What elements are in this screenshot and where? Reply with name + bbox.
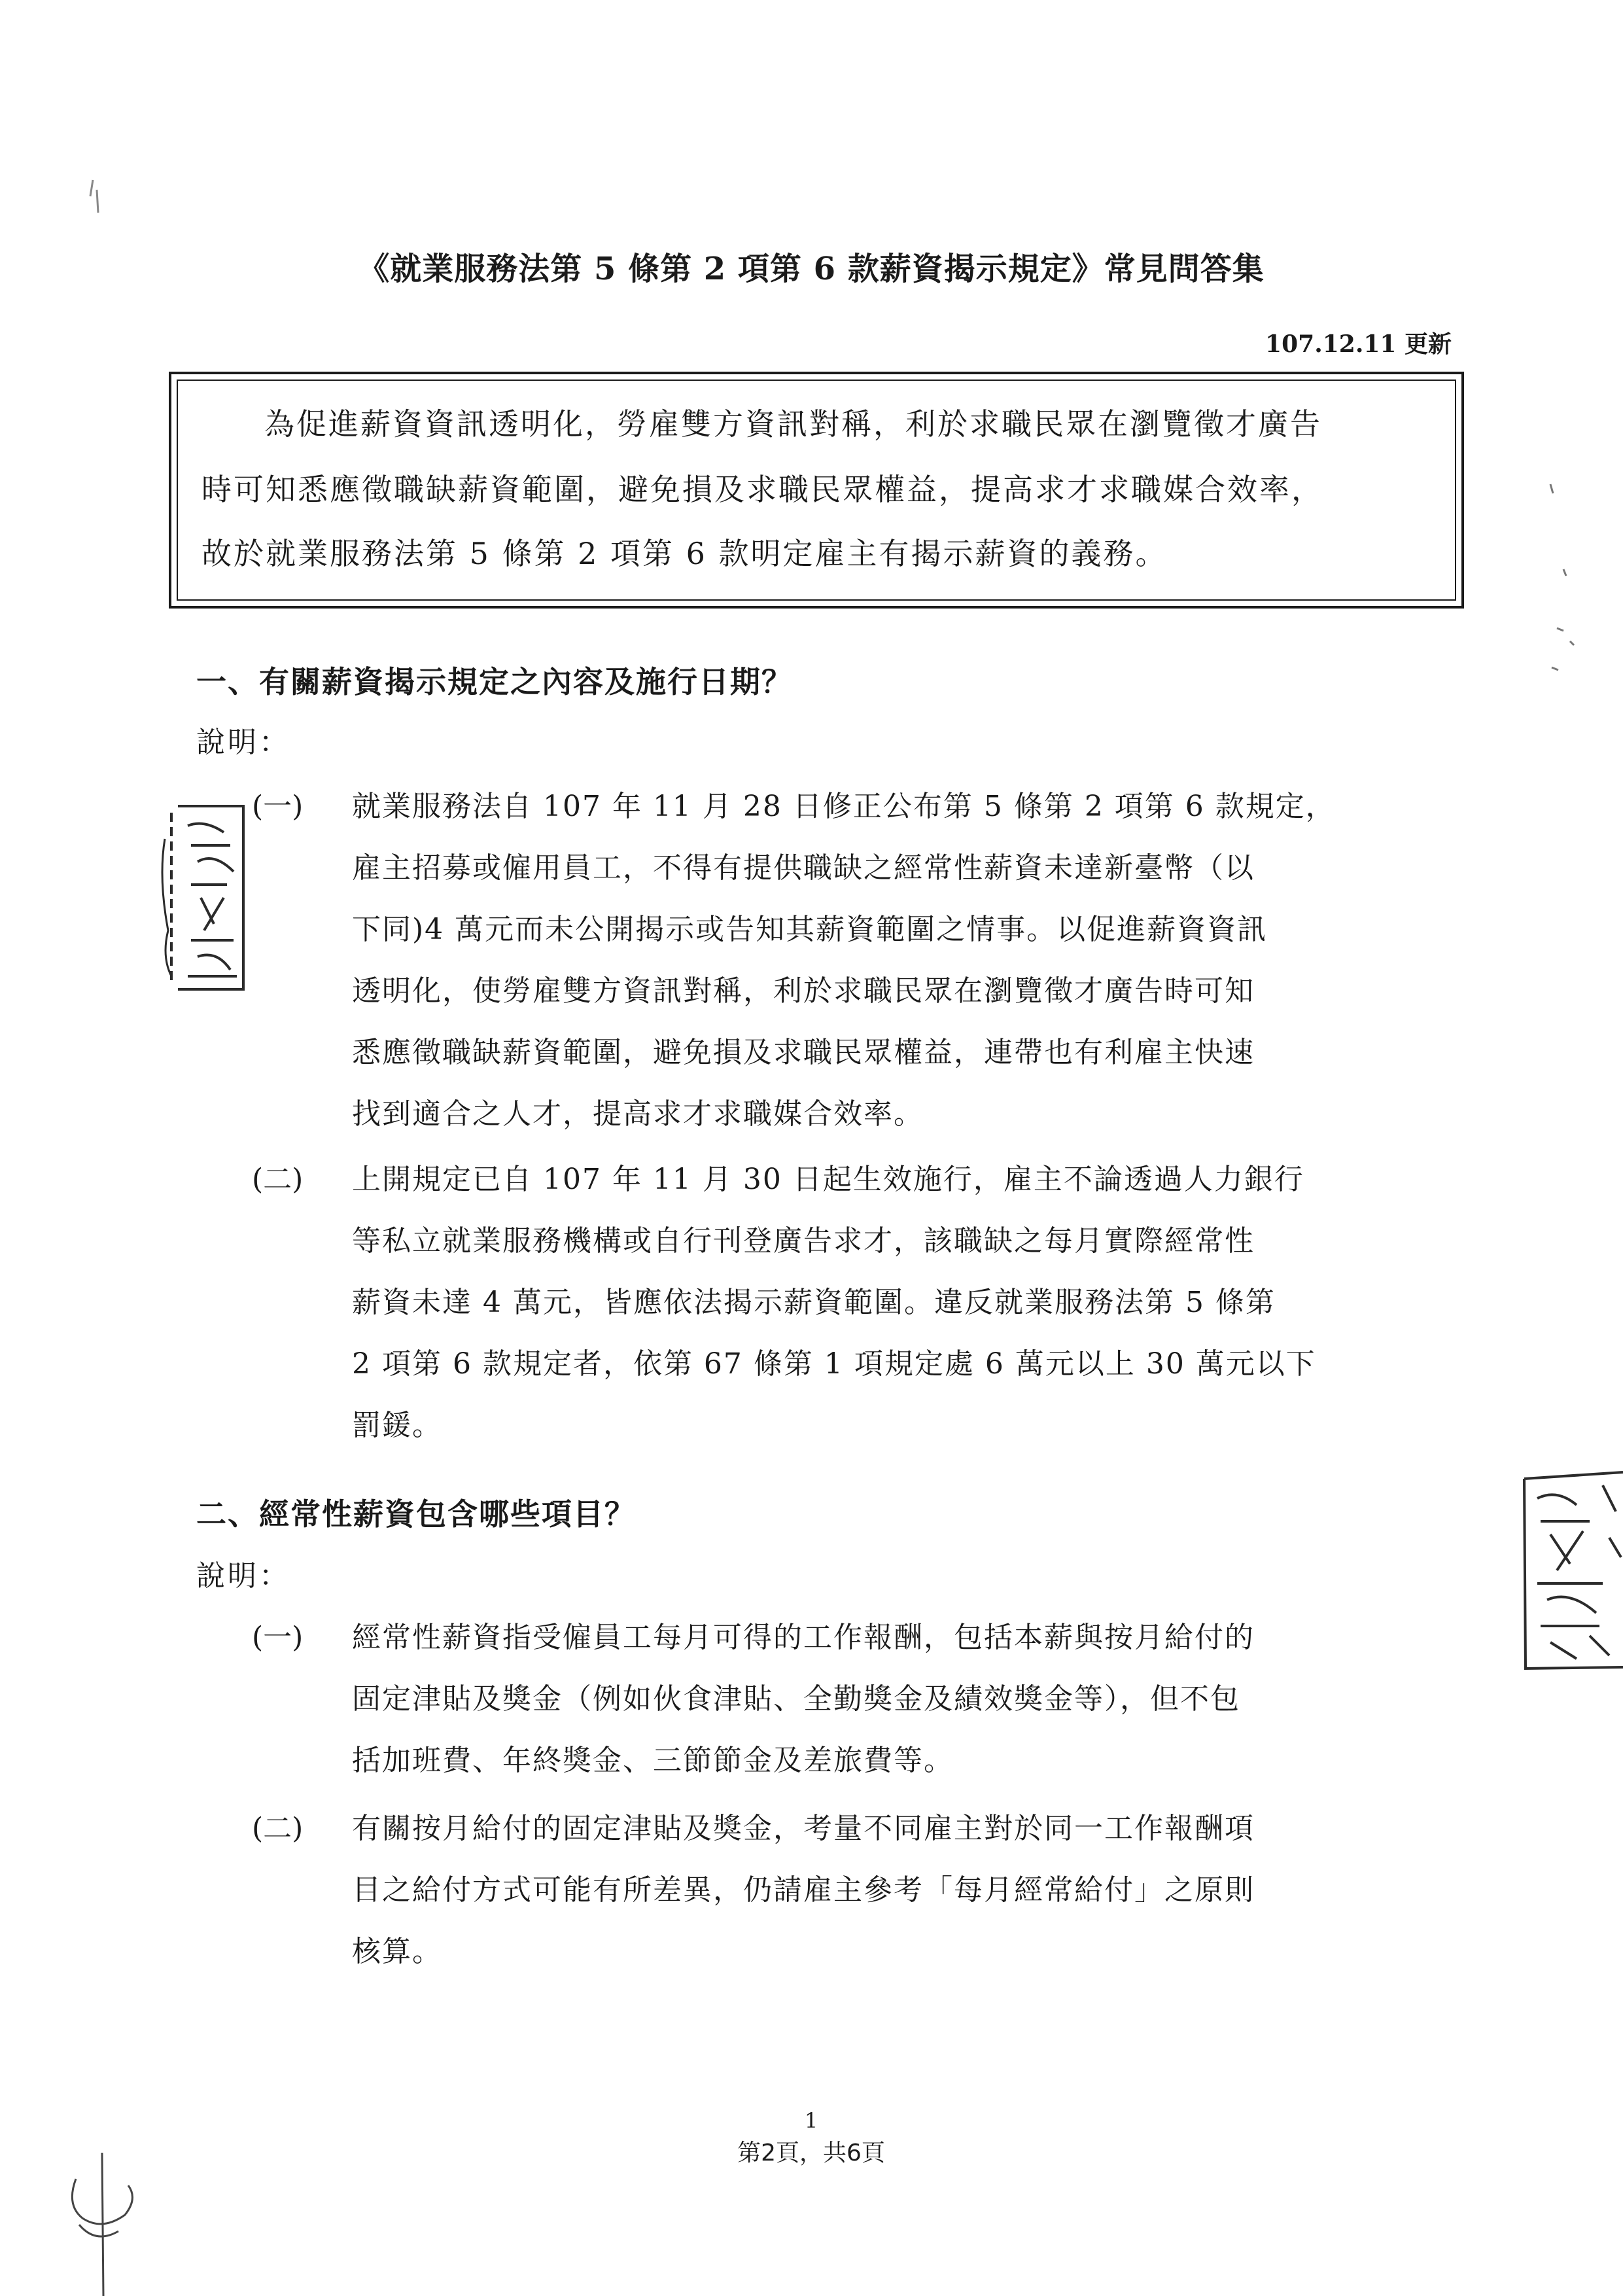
- body-line: 等私立就業服務機構或自行刊登廣告求才，該職缺之每月實際經常性: [352, 1224, 1255, 1258]
- page-counter: 第2頁，共6頁: [737, 2140, 885, 2166]
- page-number: 1: [804, 2108, 818, 2133]
- body-line: 薪資未達 4 萬元，皆應依法揭示薪資範圍。違反就業服務法第 5 條第: [352, 1286, 1276, 1319]
- explain-label: 說明：: [196, 726, 290, 759]
- body-line: 下同)4 萬元而未公開揭示或告知其薪資範圍之情事。以促進薪資資訊: [352, 913, 1268, 946]
- intro-line: 為促進薪資資訊透明化，勞雇雙方資訊對稱，利於求職民眾在瀏覽徵才廣告: [264, 406, 1322, 442]
- body-line: 目之給付方式可能有所差異，仍請雇主參考「每月經常給付」之原則: [352, 1873, 1255, 1907]
- body-line: 有關按月給付的固定津貼及獎金，考量不同雇主對於同一工作報酬項: [352, 1812, 1255, 1845]
- body-line: 就業服務法自 107 年 11 月 28 日修正公布第 5 條第 2 項第 6 款規定，: [352, 790, 1336, 823]
- section-heading-1: 一、有關薪資揭示規定之內容及施行日期？: [196, 664, 793, 699]
- body-line: 上開規定已自 107 年 11 月 30 日起生效施行，雇主不論透過人力銀行: [352, 1163, 1304, 1196]
- official-seal-icon: [152, 800, 250, 996]
- body-line: 2 項第 6 款規定者，依第 67 條第 1 項規定處 6 萬元以上 30 萬元以下: [352, 1347, 1316, 1381]
- handwritten-mark-icon: [63, 2153, 141, 2296]
- section-heading-2: 二、經常性薪資包含哪些項目？: [196, 1496, 636, 1532]
- item-marker: (二): [252, 1812, 304, 1845]
- body-line: 悉應徵職缺薪資範圍，避免損及求職民眾權益，連帶也有利雇主快速: [352, 1036, 1255, 1069]
- intro-line: 故於就業服務法第 5 條第 2 項第 6 款明定雇主有揭示薪資的義務。: [201, 536, 1168, 571]
- body-line: 找到適合之人才，提高求才求職媒合效率。: [352, 1097, 924, 1131]
- item-marker: (二): [252, 1163, 304, 1196]
- scan-mark-icon: [1544, 471, 1583, 687]
- intro-line: 時可知悉應徵職缺薪資範圍，避免損及求職民眾權益，提高求才求職媒合效率，: [201, 472, 1323, 507]
- body-line: 核算。: [352, 1935, 442, 1968]
- body-line: 透明化，使勞雇雙方資訊對稱，利於求職民眾在瀏覽徵才廣告時可知: [352, 974, 1255, 1008]
- official-seal-icon: [1511, 1459, 1623, 1675]
- explain-label: 說明：: [196, 1559, 290, 1593]
- body-line: 罰鍰。: [352, 1409, 442, 1442]
- scan-mark-icon: [85, 177, 111, 216]
- body-line: 雇主招募或僱用員工，不得有提供職缺之經常性薪資未達新臺幣（以: [352, 851, 1255, 885]
- document-title: 《就業服務法第 5 條第 2 項第 6 款薪資揭示規定》常見問答集: [358, 251, 1265, 287]
- body-line: 括加班費、年終獎金、三節節金及差旅費等。: [352, 1744, 954, 1777]
- item-marker: (一): [252, 1621, 304, 1654]
- update-date: 107.12.11 更新: [1265, 330, 1452, 358]
- item-marker: (一): [252, 790, 304, 823]
- body-line: 固定津貼及獎金（例如伙食津貼、全勤獎金及績效獎金等），但不包: [352, 1682, 1240, 1716]
- body-line: 經常性薪資指受僱員工每月可得的工作報酬，包括本薪與按月給付的: [352, 1621, 1255, 1654]
